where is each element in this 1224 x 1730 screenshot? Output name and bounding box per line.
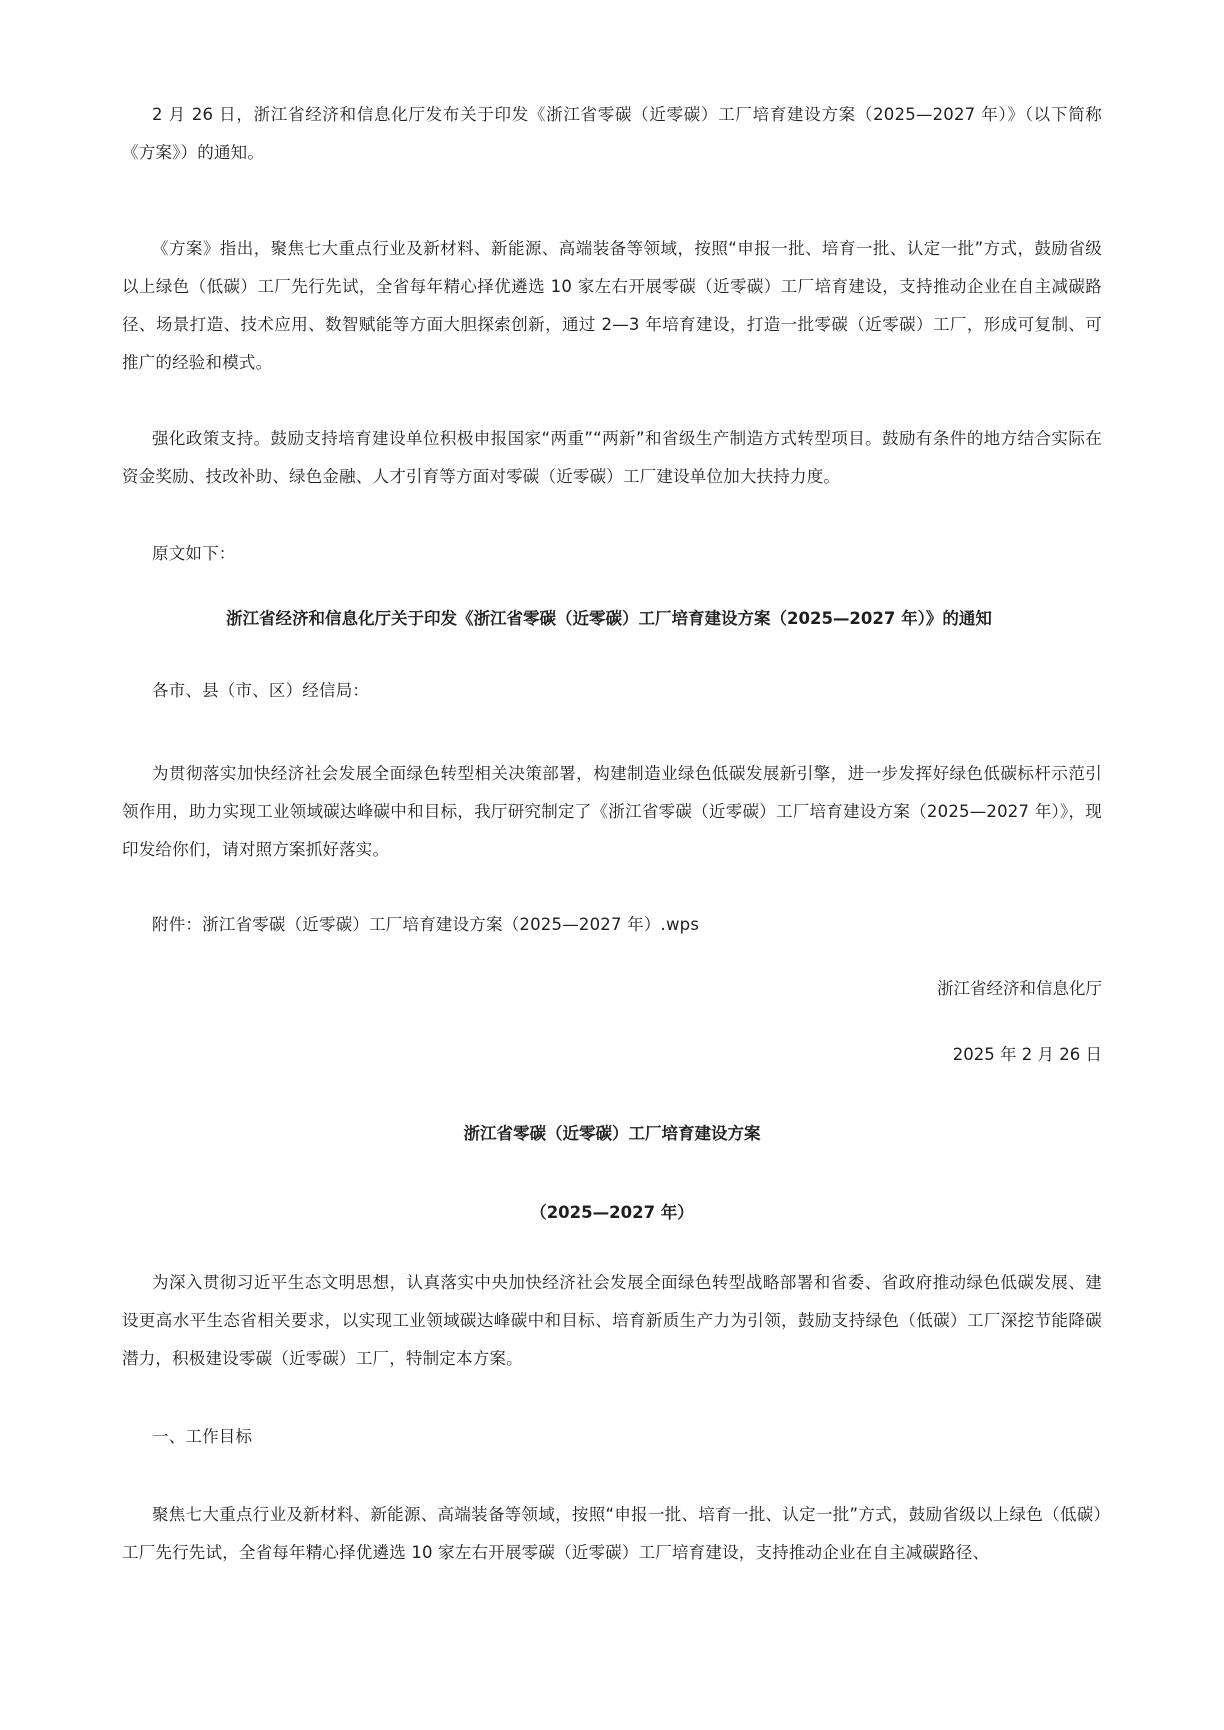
notice-body: 为贯彻落实加快经济社会发展全面绿色转型相关决策部署，构建制造业绿色低碳发展新引擎，进一步发挥好绿色低碳标杆示范引领作用，助力实现工业领域碳达峰碳中和目标，我厅研究制定了《浙江省零碳（近零碳）工厂培育建设方案（2025—2027 年）》，现印发给你们，请对照方案抓好落实。 [122, 764, 1102, 859]
plan-title: 浙江省零碳（近零碳）工厂培育建设方案 [463, 1124, 761, 1143]
notice-issuer: 浙江省经济和信息化厅 [937, 979, 1102, 998]
notice-date: 2025 年 2 月 26 日 [952, 1045, 1102, 1064]
section-1-heading: 一、工作目标 [152, 1427, 253, 1446]
plan-subtitle: （2025—2027 年） [530, 1203, 694, 1222]
notice-title: 浙江省经济和信息化厅关于印发《浙江省零碳（近零碳）工厂培育建设方案（2025—2027 年）》的通知 [226, 609, 992, 628]
intro-paragraph-1: 2 月 26 日，浙江省经济和信息化厅发布关于印发《浙江省零碳（近零碳）工厂培育建设方案（2025—2027 年）》（以下简称《方案》）的通知。 [122, 105, 1102, 162]
section-1-body: 聚焦七大重点行业及新材料、新能源、高端装备等领域，按照“申报一批、培育一批、认定一批”方式，鼓励省级以上绿色（低碳）工厂先行先试，全省每年精心择优遴选 10 家左右开展零碳（近零碳）工厂培育建设，支持推动企业在自主减碳路径、 [122, 1505, 1102, 1562]
intro-paragraph-2: 《方案》指出，聚焦七大重点行业及新材料、新能源、高端装备等领域，按照“申报一批、培育一批、认定一批”方式，鼓励省级以上绿色（低碳）工厂先行先试，全省每年精心择优遴选 10 家左右开展零碳（近零碳）工厂培育建设，支持推动企业在自主减碳路径、场景打造、技术应用、数智赋能等方面大胆探索创新，通过 2—3 年培育建设，打造一批零碳（近零碳）工厂，形成可复制、可推广的经验和模式。 [122, 239, 1102, 372]
intro-paragraph-3: 强化政策支持。鼓励支持培育建设单位积极申报国家“两重”“两新”和省级生产制造方式转型项目。鼓励有条件的地方结合实际在资金奖励、技改补助、绿色金融、人才引育等方面对零碳（近零碳）工厂建设单位加大扶持力度。 [122, 429, 1102, 486]
notice-salutation: 各市、县（市、区）经信局： [152, 681, 370, 700]
plan-preamble: 为深入贯彻习近平生态文明思想，认真落实中央加快经济社会发展全面绿色转型战略部署和省委、省政府推动绿色低碳发展、建设更高水平生态省相关要求，以实现工业领域碳达峰碳中和目标、培育新质生产力为引领，鼓励支持绿色（低碳）工厂深挖节能降碳潜力，积极建设零碳（近零碳）工厂，特制定本方案。 [122, 1273, 1102, 1368]
intro-paragraph-4: 原文如下： [152, 544, 236, 563]
notice-attachment-link[interactable]: 附件：浙江省零碳（近零碳）工厂培育建设方案（2025—2027 年）.wps [152, 915, 700, 934]
